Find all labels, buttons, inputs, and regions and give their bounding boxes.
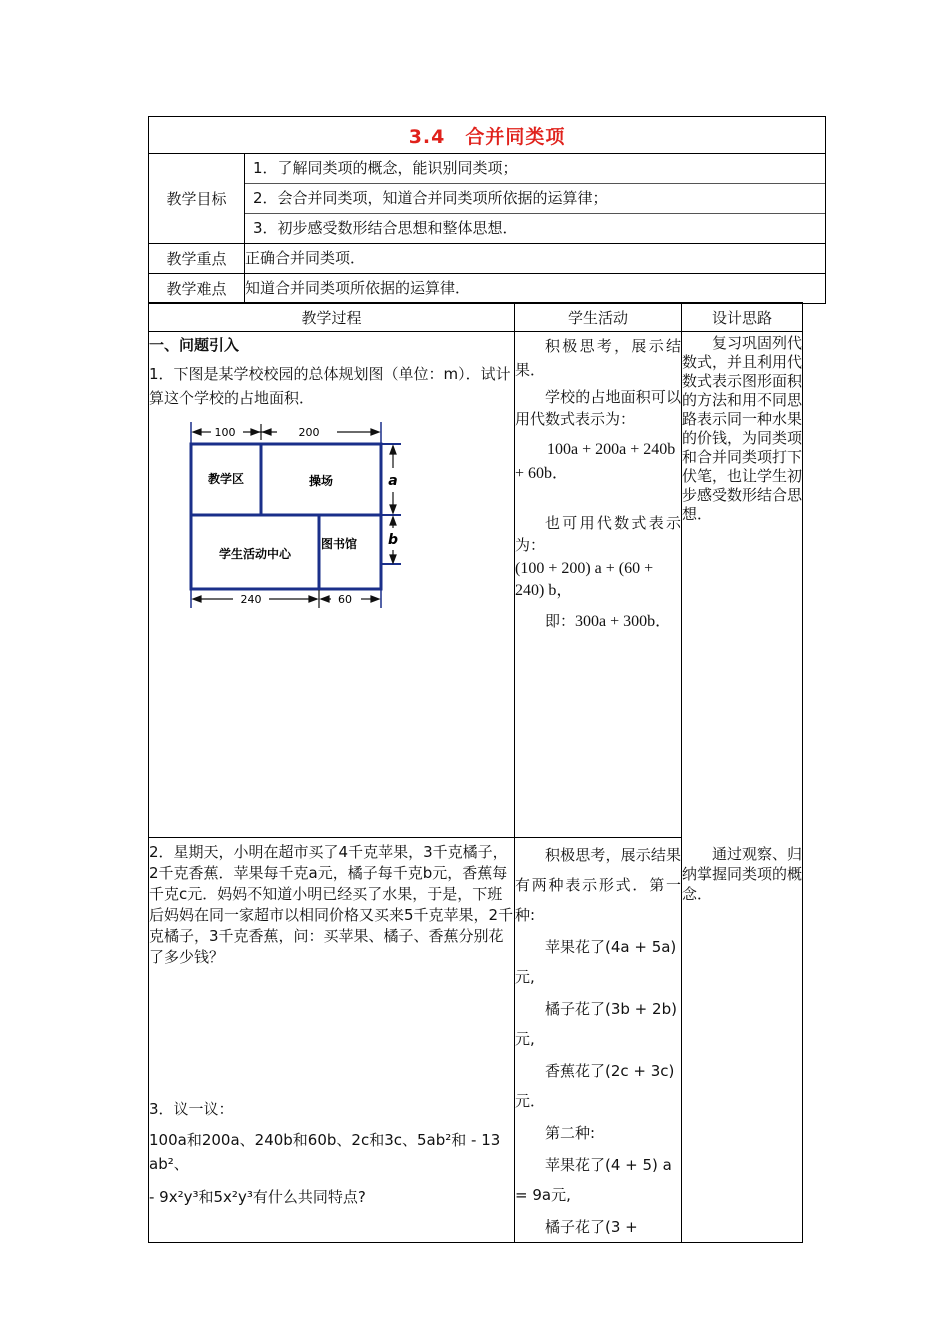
dim-bottom-left: 240 — [240, 593, 262, 606]
objective-item: 3．初步感受数形结合思想和整体思想． — [253, 219, 518, 237]
activity-expression: 100a + 200a + 240b + 60b． — [515, 441, 676, 482]
question-1: 1．下图是某学校校园的总体规划图（单位：m）．试计算这个学校的占地面积． — [149, 365, 511, 407]
section-heading: 一、问题引入 — [149, 336, 240, 354]
activity-text: 积极思考，展示结果． — [515, 337, 681, 379]
objective-item: 2．会合并同类项，知道合并同类项所依据的运算律； — [245, 184, 825, 214]
objective-item: 1．了解同类项的概念，能识别同类项； — [245, 154, 825, 184]
activity-text: 也可用代数式表示为： — [515, 514, 681, 554]
activity-second: 第二种: — [545, 1124, 596, 1142]
zone-library: 图书馆 — [320, 537, 358, 551]
question-2: 2．星期天，小明在超市买了4千克苹果，3千克橘子，2千克香蕉．苹果每千克a元，橘子每千克b元，香蕉每千克c元．妈妈不知道小明已经买了水果，于是，下班后妈妈在同一家超市以相同价格又买来5千克苹果，2千克橘子，3千克香蕉，问：买苹果、橘子、香蕉分别花了多少钱？ — [149, 843, 514, 966]
activity-text: 积极思考，展示结果有两种表示形式．第一种: — [515, 846, 681, 924]
activity-text — [515, 610, 681, 633]
header-activity: 学生活动 — [515, 303, 682, 332]
question-3-line-2: - 9x²y³和5x²y³有什么共同特点? — [149, 1188, 366, 1206]
activity-label-ji: 即： — [545, 612, 576, 630]
activity-orange-1: 橘子花了(3b + 2b)元, — [515, 1000, 677, 1048]
activity-text: 学校的占地面积可以用代数式表示为： — [515, 388, 681, 428]
difficulty-label: 教学难点 — [149, 274, 245, 304]
zone-activity-center: 学生活动中心 — [218, 547, 292, 561]
activity-apple-2: 苹果花了(4 + 5) a = 9a元, — [515, 1156, 672, 1204]
design-cell — [682, 332, 803, 1243]
objectives-label: 教学目标 — [149, 154, 245, 244]
activity-banana-1: 香蕉花了(2c + 3c)元． — [515, 1062, 675, 1110]
question-3-title: 3．议一议： — [149, 1100, 234, 1118]
key-point-label: 教学重点 — [149, 244, 245, 274]
lesson-plan-table — [148, 116, 826, 304]
zone-playground: 操场 — [308, 474, 334, 488]
process-cell-2 — [149, 838, 515, 1243]
process-cell-1 — [149, 332, 515, 838]
activity-orange-2: 橘子花了(3 + — [545, 1218, 638, 1236]
dim-top-right: 200 — [298, 426, 320, 439]
key-point-text: 正确合并同类项． — [245, 244, 826, 274]
campus-plan-diagram — [177, 418, 417, 618]
activity-apple-1: 苹果花了(4a + 5a)元, — [515, 938, 677, 986]
activity-cell-2 — [515, 838, 682, 1243]
header-process: 教学过程 — [149, 303, 515, 332]
question-3-line-1: 100a和200a、240b和60b、2c和3c、5ab²和 - 13 ab²、 — [149, 1131, 501, 1173]
dim-side-b: b — [387, 532, 399, 548]
dim-top-left: 100 — [214, 426, 236, 439]
page-title: 3.4 合并同类项 — [149, 117, 826, 154]
header-design: 设计思路 — [682, 303, 803, 332]
activity-expression: 300a + 300b． — [575, 613, 672, 630]
objectives-list — [245, 154, 826, 244]
zone-teaching: 教学区 — [207, 472, 245, 486]
design-note-1: 复习巩固列代数式，并且利用代数式表示图形面积的方法和用不同思路表示同一种水果的价钱，为同类项和合并同类项打下伏笔，也让学生初步感受数形结合思想． — [682, 334, 803, 523]
dim-side-a: a — [388, 473, 398, 489]
design-note-2: 通过观察、归纳掌握同类项的概念． — [682, 845, 803, 903]
activity-expression: (100 + 200) a + (60 + 240) b， — [515, 560, 654, 599]
difficulty-text: 知道合并同类项所依据的运算律． — [245, 274, 826, 304]
process-table — [148, 302, 803, 1243]
activity-cell-1 — [515, 332, 682, 838]
dim-bottom-right: 60 — [338, 593, 352, 606]
